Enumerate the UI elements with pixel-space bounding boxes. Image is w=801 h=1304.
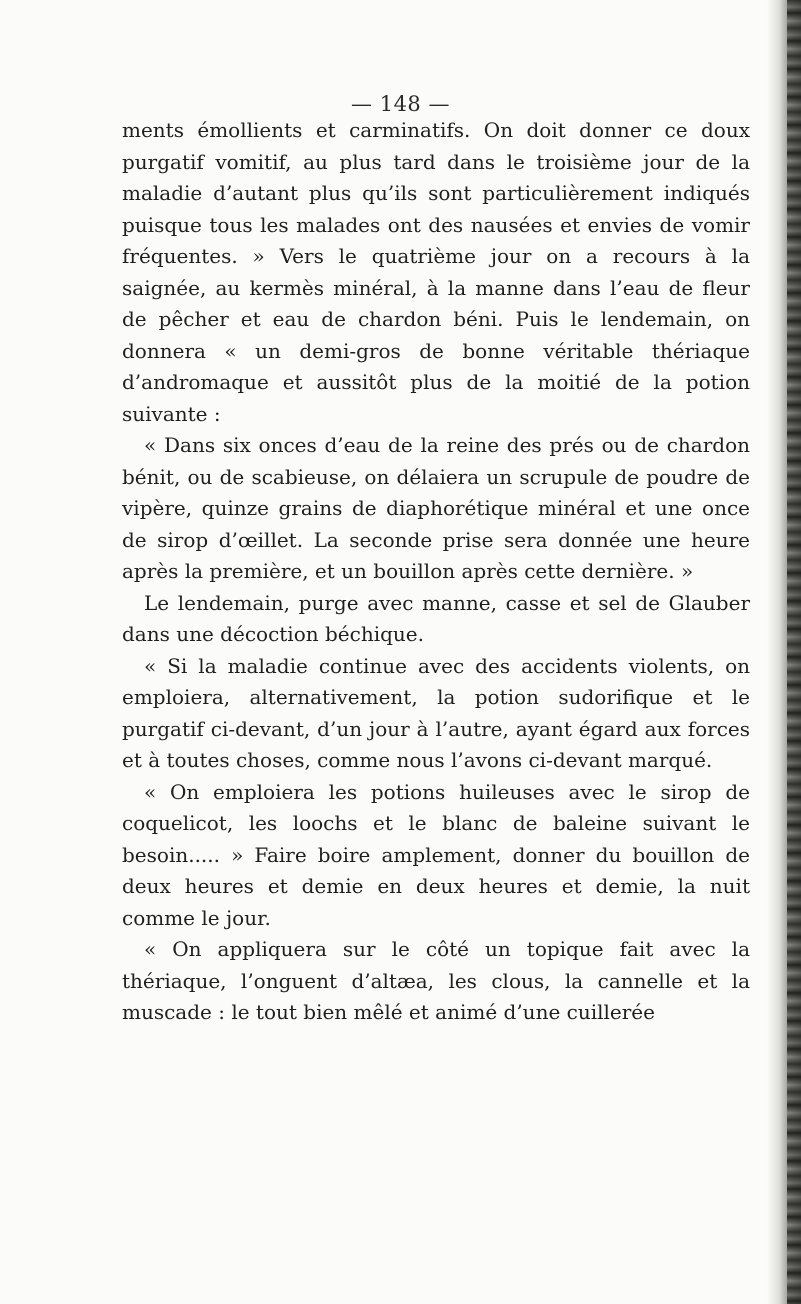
paragraph-6: « On appliquera sur le côté un topique fait avec la thériaque, l’onguent d’altæa, les clous, la cannelle et la muscade : le tout bien mêlé et animé d’une cuillerée (122, 937, 750, 1024)
page-edge-scan-artifact (787, 0, 801, 1304)
paragraph-3: Le lendemain, purge avec manne, casse et sel de Glauber dans une décoction béchique. (122, 590, 750, 646)
paragraph-4: « Si la maladie continue avec des accidents violents, on emploiera, alternativement, la potion sudorifique et le purgatif ci-devant, d’un jour à l’autre, ayant égard aux forces et à toutes choses, comme nous l’avons ci-devant marqué. (122, 653, 750, 772)
paragraph-2: « Dans six onces d’eau de la reine des prés ou de chardon bénit, ou de scabieuse, on délaiera un scrupule de poudre de vipère, quinze grains de diaphorétique minéral et une once de sirop d’œillet. La seconde prise sera donnée une heure après la première, et un bouillon après cette dernière. » (122, 433, 750, 583)
paragraph-1: ments émollients et carminatifs. On doit donner ce doux purgatif vomitif, au plus tard dans le troisième jour de la maladie d’autant plus qu’ils sont particulièrement indiqués puisque tous les malades ont des nausées et envies de vomir fréquentes. » Vers le quatrième jour on a recours à la saignée, au kermès minéral, à la manne dans l’eau de fleur de pêcher et eau de chardon béni. Puis le lendemain, on donnera « un demi-gros de bonne véritable thériaque d’andromaque et aussitôt plus de la moitié de la potion suivante : (122, 118, 750, 426)
paragraph-5: « On emploiera les potions huileuses avec le sirop de coquelicot, les loochs et le blanc de baleine suivant le besoin..... » Faire boire amplement, donner du bouillon de deux heures et demie en deux heures et demie, la nuit comme le jour. (122, 779, 750, 930)
page-number-header: — 148 — (351, 92, 450, 116)
body-text (122, 115, 750, 1029)
